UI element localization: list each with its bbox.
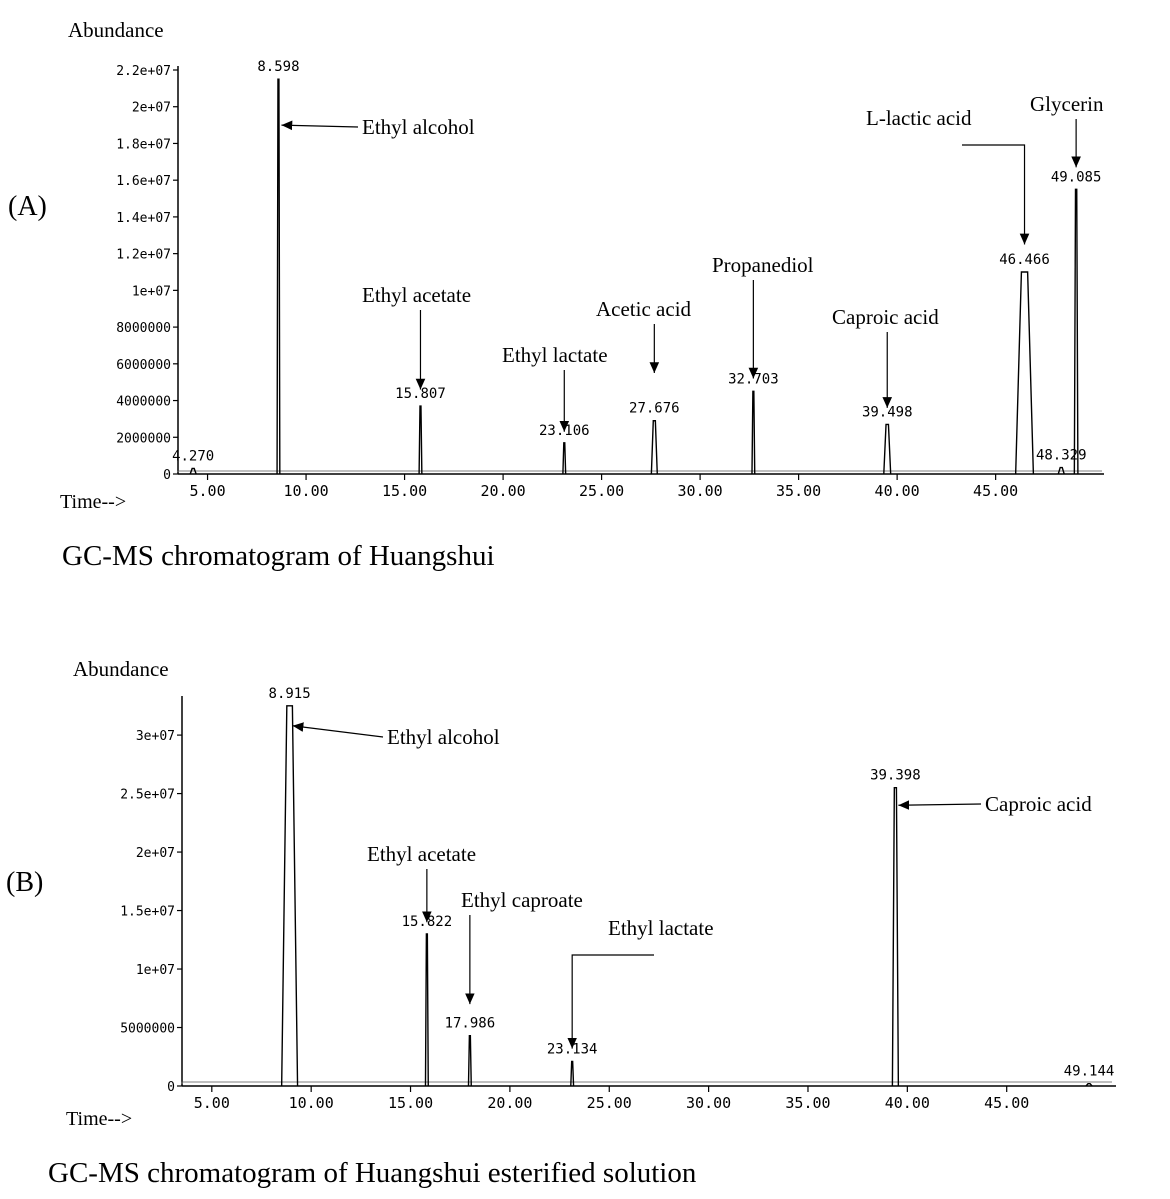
panel-b-x-tick-label: 30.00 xyxy=(686,1094,732,1112)
panel-a-annotation-arrow xyxy=(962,145,1025,244)
panel-b-baseline-trace xyxy=(182,1082,1112,1084)
panel-b-x-tick-label: 15.00 xyxy=(387,1094,434,1112)
panel-a-peak-label: 23.106 xyxy=(538,422,590,439)
panel-a-y-tick-label: 2e+07 xyxy=(131,100,171,116)
panel-a-annotation-label: Acetic acid xyxy=(596,297,692,321)
panel-a-peak-label: 8.598 xyxy=(257,59,300,76)
panel-b-y-tick-label: 2.5e+07 xyxy=(120,787,175,803)
panel-a-y-tick-label: 1.8e+07 xyxy=(116,137,171,153)
panel-b-annotation-arrow xyxy=(572,955,654,1049)
panel-a-label: (A) xyxy=(8,191,47,222)
panel-a-peak-label: 39.498 xyxy=(861,404,913,421)
panel-a-peak xyxy=(563,443,566,474)
panel-b-y-tick-label: 1e+07 xyxy=(135,963,175,979)
panel-a-x-tick-label: 20.00 xyxy=(480,482,526,500)
panel-b-annotation-arrow xyxy=(293,726,383,737)
panel-b-y-tick-label: 5000000 xyxy=(120,1021,175,1037)
panel-a-annotation-label: Ethyl lactate xyxy=(502,343,608,367)
panel-a-annotation-arrow xyxy=(281,125,358,127)
panel-b-peak-label: 49.144 xyxy=(1063,1063,1115,1080)
panel-b-annotation-label: Ethyl caproate xyxy=(461,888,583,912)
panel-b-annotation-arrow xyxy=(898,804,981,805)
panel-a-peak-label: 49.085 xyxy=(1050,169,1102,186)
panel-b-x-tick-label: 25.00 xyxy=(586,1094,632,1112)
panel-b-caption: GC-MS chromatogram of Huangshui esterified solution xyxy=(48,1157,697,1189)
panel-a-x-tick-label: 35.00 xyxy=(776,482,822,500)
panel-a-x-tick-label: 10.00 xyxy=(283,482,329,500)
panel-a-x-tick-label: 40.00 xyxy=(874,482,920,500)
panel-a-caption: GC-MS chromatogram of Huangshui xyxy=(62,540,495,572)
panel-a-y-tick-label: 2.2e+07 xyxy=(116,64,171,79)
panel-a-peak xyxy=(752,391,755,474)
panel-b-y-tick-label: 1.5e+07 xyxy=(120,904,175,920)
panel-b-peak-label: 17.986 xyxy=(444,1015,496,1032)
panel-a-annotation-label: Caproic acid xyxy=(832,305,939,329)
panel-a-x-axis-label: Time--> xyxy=(60,491,127,513)
panel-b-x-axis-label: Time--> xyxy=(66,1108,133,1130)
panel-a-annotation-label: Ethyl alcohol xyxy=(362,115,475,139)
panel-b-y-axis-label: Abundance xyxy=(73,657,169,681)
panel-b-peak xyxy=(282,706,298,1086)
panel-b-peak xyxy=(468,1036,471,1086)
panel-b-x-tick-label: 5.00 xyxy=(193,1094,230,1112)
panel-a-x-tick-label: 15.00 xyxy=(381,482,428,500)
panel-a-y-tick-label: 1.4e+07 xyxy=(116,210,171,226)
panel-b-x-tick-label: 35.00 xyxy=(785,1094,831,1112)
panel-b-peak xyxy=(892,788,898,1086)
panel-b-annotation-label: Ethyl lactate xyxy=(608,916,714,940)
panel-a-annotation-label: Glycerin xyxy=(1030,92,1104,116)
panel-a-y-tick-label: 6000000 xyxy=(116,357,171,373)
panel-a-peak xyxy=(651,421,657,474)
panel-a-peak-label: 32.703 xyxy=(728,371,779,388)
panel-b-y-tick-label: 3e+07 xyxy=(135,729,175,745)
panel-a-y-tick-label: 1.6e+07 xyxy=(116,174,171,190)
panel-a-y-tick-label: 1e+07 xyxy=(131,284,171,300)
panel-a-peak-label: 46.466 xyxy=(999,252,1050,268)
panel-a-peak xyxy=(419,406,422,474)
panel-b-peak-label: 15.822 xyxy=(401,913,453,930)
panel-a-peak-label: 4.270 xyxy=(172,448,215,465)
panel-b-y-tick-label: 2e+07 xyxy=(135,846,175,862)
panel-b-x-tick-label: 40.00 xyxy=(884,1094,930,1112)
panel-a-x-tick-label: 45.00 xyxy=(973,482,1019,500)
panel-a-peak-label: 27.676 xyxy=(629,400,680,417)
panel-b-peak-label: 23.134 xyxy=(546,1041,598,1058)
panel-a-y-tick-label: 8000000 xyxy=(116,321,171,337)
panel-a-annotation-label: Propanediol xyxy=(712,253,814,277)
panel-b-label: (B) xyxy=(6,867,44,898)
panel-a-x-tick-label: 25.00 xyxy=(579,482,625,500)
panel-a-peak-label: 15.807 xyxy=(395,386,446,403)
panel-b-annotation-label: Caproic acid xyxy=(985,792,1092,816)
panel-b-x-tick-label: 10.00 xyxy=(288,1094,334,1112)
panel-b-x-tick-label: 20.00 xyxy=(487,1094,533,1112)
panel-a-y-tick-label: 1.2e+07 xyxy=(116,247,171,263)
panel-a-peak xyxy=(277,79,280,474)
panel-a-baseline-trace xyxy=(178,471,1102,472)
panel-b-peak-label: 39.398 xyxy=(870,767,921,784)
panel-a-y-tick-label: 0 xyxy=(163,468,171,483)
panel-a-y-tick-label: 2000000 xyxy=(116,431,171,447)
panel-b-y-tick-label: 0 xyxy=(167,1080,175,1095)
panel-b-peak xyxy=(425,934,428,1086)
panel-a-annotation-label: L-lactic acid xyxy=(866,106,972,130)
panel-b-annotation-label: Ethyl acetate xyxy=(367,842,477,866)
panel-a-peak xyxy=(884,424,891,474)
panel-b-annotation-label: Ethyl alcohol xyxy=(387,725,500,749)
panel-b-x-tick-label: 45.00 xyxy=(984,1094,1030,1112)
panel-a-peak xyxy=(1074,189,1078,474)
panel-a-peak-label: 48.329 xyxy=(1035,447,1087,464)
panel-a-annotation-label: Ethyl acetate xyxy=(362,283,472,307)
panel-a-x-tick-label: 30.00 xyxy=(677,482,723,500)
panel-b-peak-label: 8.915 xyxy=(268,685,311,702)
panel-a-y-tick-label: 4000000 xyxy=(116,394,171,410)
panel-a-y-axis-label: Abundance xyxy=(68,18,164,42)
panel-a-peak xyxy=(1016,272,1034,474)
panel-a-x-tick-label: 5.00 xyxy=(189,482,226,500)
